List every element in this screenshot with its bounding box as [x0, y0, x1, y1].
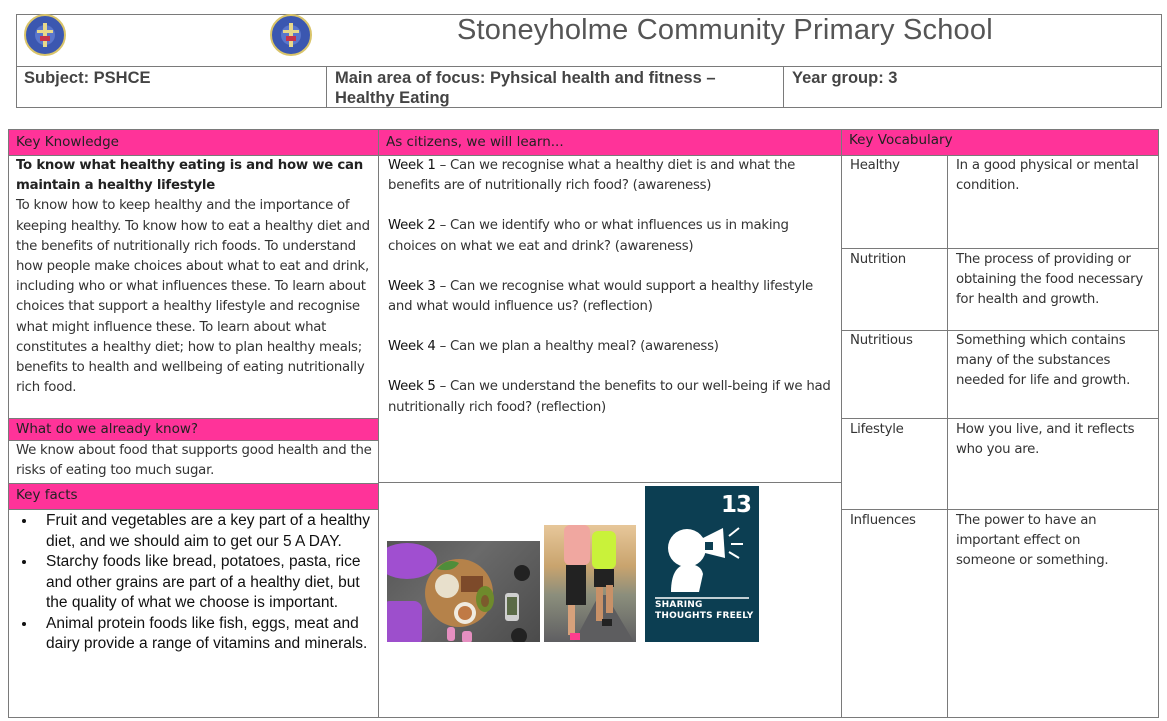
- school-title: Stoneyholme Community Primary School: [457, 14, 993, 46]
- sharing-thoughts-tile: [645, 486, 759, 642]
- week-label: Week 3: [388, 278, 436, 294]
- citizens-content: [388, 156, 838, 418]
- runners-illustration: [544, 525, 636, 642]
- sdg-number: 13: [720, 492, 751, 518]
- key-vocabulary-heading: Key Vocabulary: [842, 130, 1158, 155]
- week-text: Can we identify who or what influences us in making choices on what we eat and drink? (awareness): [388, 218, 789, 254]
- already-know-heading: What do we already know?: [9, 419, 378, 440]
- week-label: Week 2: [388, 218, 436, 234]
- focus-label: [335, 68, 765, 108]
- vocab-definition: The power to have an important effect on someone or something.: [956, 513, 1109, 569]
- key-facts-heading: Key facts: [9, 484, 378, 509]
- week-item: Week 3 – Can we recognise what would support a healthy lifestyle and what would influence us? (reflection): [388, 278, 813, 315]
- week-text: Can we plan a healthy meal? (awareness): [449, 339, 719, 355]
- sdg-caption-line-1: SHARING: [655, 600, 703, 610]
- week-item: Week 2 – Can we identify who or what influences us in making choices on what we eat and drink? (awareness): [388, 218, 789, 254]
- food-illustration: [387, 541, 540, 642]
- week-item: Week 4 – Can we plan a healthy meal? (awareness): [388, 339, 719, 355]
- vocab-definition: How you live, and it reflects who you are.: [956, 422, 1135, 458]
- sdg-caption-line-2: THOUGHTS FREELY: [655, 611, 754, 621]
- focus-line-2: Healthy Eating: [335, 89, 450, 107]
- key-knowledge-body: To know how to keep healthy and the importance of keeping healthy. To know how to eat a healthy diet and the benefits of nutritionally rich foods. To understand how people make choices about what to eat and drink, including who or what influences these. To learn about choices that support a healthy lifestyle and recognise what might influence these. To learn about what constitutes a healthy diet; how to plan healthy meals; benefits to health and wellbeing of eating nutritionally rich food.: [16, 198, 370, 396]
- vocab-term: Nutritious: [850, 333, 913, 348]
- citizens-heading: As citizens, we will learn...: [379, 130, 841, 155]
- vocab-term: Nutrition: [850, 252, 906, 267]
- vocab-term: Influences: [850, 513, 916, 528]
- healthy-food-image: [387, 541, 540, 642]
- week-label: Week 4: [388, 339, 436, 355]
- already-know-content: We know about food that supports good health and the risks of eating too much sugar.: [16, 443, 372, 479]
- running-image: [544, 525, 636, 642]
- key-facts-content: [10, 511, 370, 655]
- key-fact-item: • Animal protein foods like fish, eggs, meat and dairy provide a range of vitamins and minerals.: [37, 614, 370, 655]
- vocab-definition: Something which contains many of the substances needed for life and growth.: [956, 333, 1131, 389]
- sdg-caption: [655, 600, 754, 622]
- week-label: Week 1: [388, 158, 436, 173]
- vocab-term: Healthy: [850, 158, 900, 173]
- year-group-label: Year group: 3: [792, 69, 898, 87]
- vocab-definition: The process of providing or obtaining the food necessary for health and growth.: [956, 252, 1143, 308]
- key-knowledge-heading: Key Knowledge: [9, 130, 378, 155]
- school-logo-left: [24, 14, 66, 56]
- focus-line-1: Main area of focus: Pyhsical health and fitness –: [335, 69, 716, 87]
- key-fact-item: • Fruit and vegetables are a key part of a healthy diet, and we should aim to get our 5 A DAY.: [37, 511, 370, 552]
- key-knowledge-content: [16, 156, 376, 398]
- week-text: Can we understand the benefits to our well-being if we had nutritionally rich food? (reflection): [388, 379, 831, 415]
- week-item: Week 1 – Can we recognise what a healthy diet is and what the benefits are of nutritionally rich food? (awareness): [388, 158, 796, 194]
- key-fact-item: • Starchy foods like bread, potatoes, pasta, rice and other grains are part of a healthy diet, but the quality of what we choose is important.: [37, 552, 370, 614]
- vocab-definition: In a good physical or mental condition.: [956, 158, 1139, 194]
- school-logo-right: [270, 14, 312, 56]
- subject-label: Subject: PSHCE: [24, 69, 151, 87]
- week-label: Week 5: [388, 379, 436, 395]
- key-facts-list: [10, 511, 370, 655]
- week-item: Week 5 – Can we understand the benefits to our well-being if we had nutritionally rich food? (reflection): [388, 379, 831, 415]
- week-text: Can we recognise what would support a healthy lifestyle and what would influence us? (reflection): [388, 278, 813, 315]
- vocab-term: Lifestyle: [850, 422, 904, 437]
- key-knowledge-intro: To know what healthy eating is and how we can maintain a healthy lifestyle: [16, 158, 363, 194]
- week-text: Can we recognise what a healthy diet is and what the benefits are of nutritionally rich food? (awareness): [388, 158, 796, 194]
